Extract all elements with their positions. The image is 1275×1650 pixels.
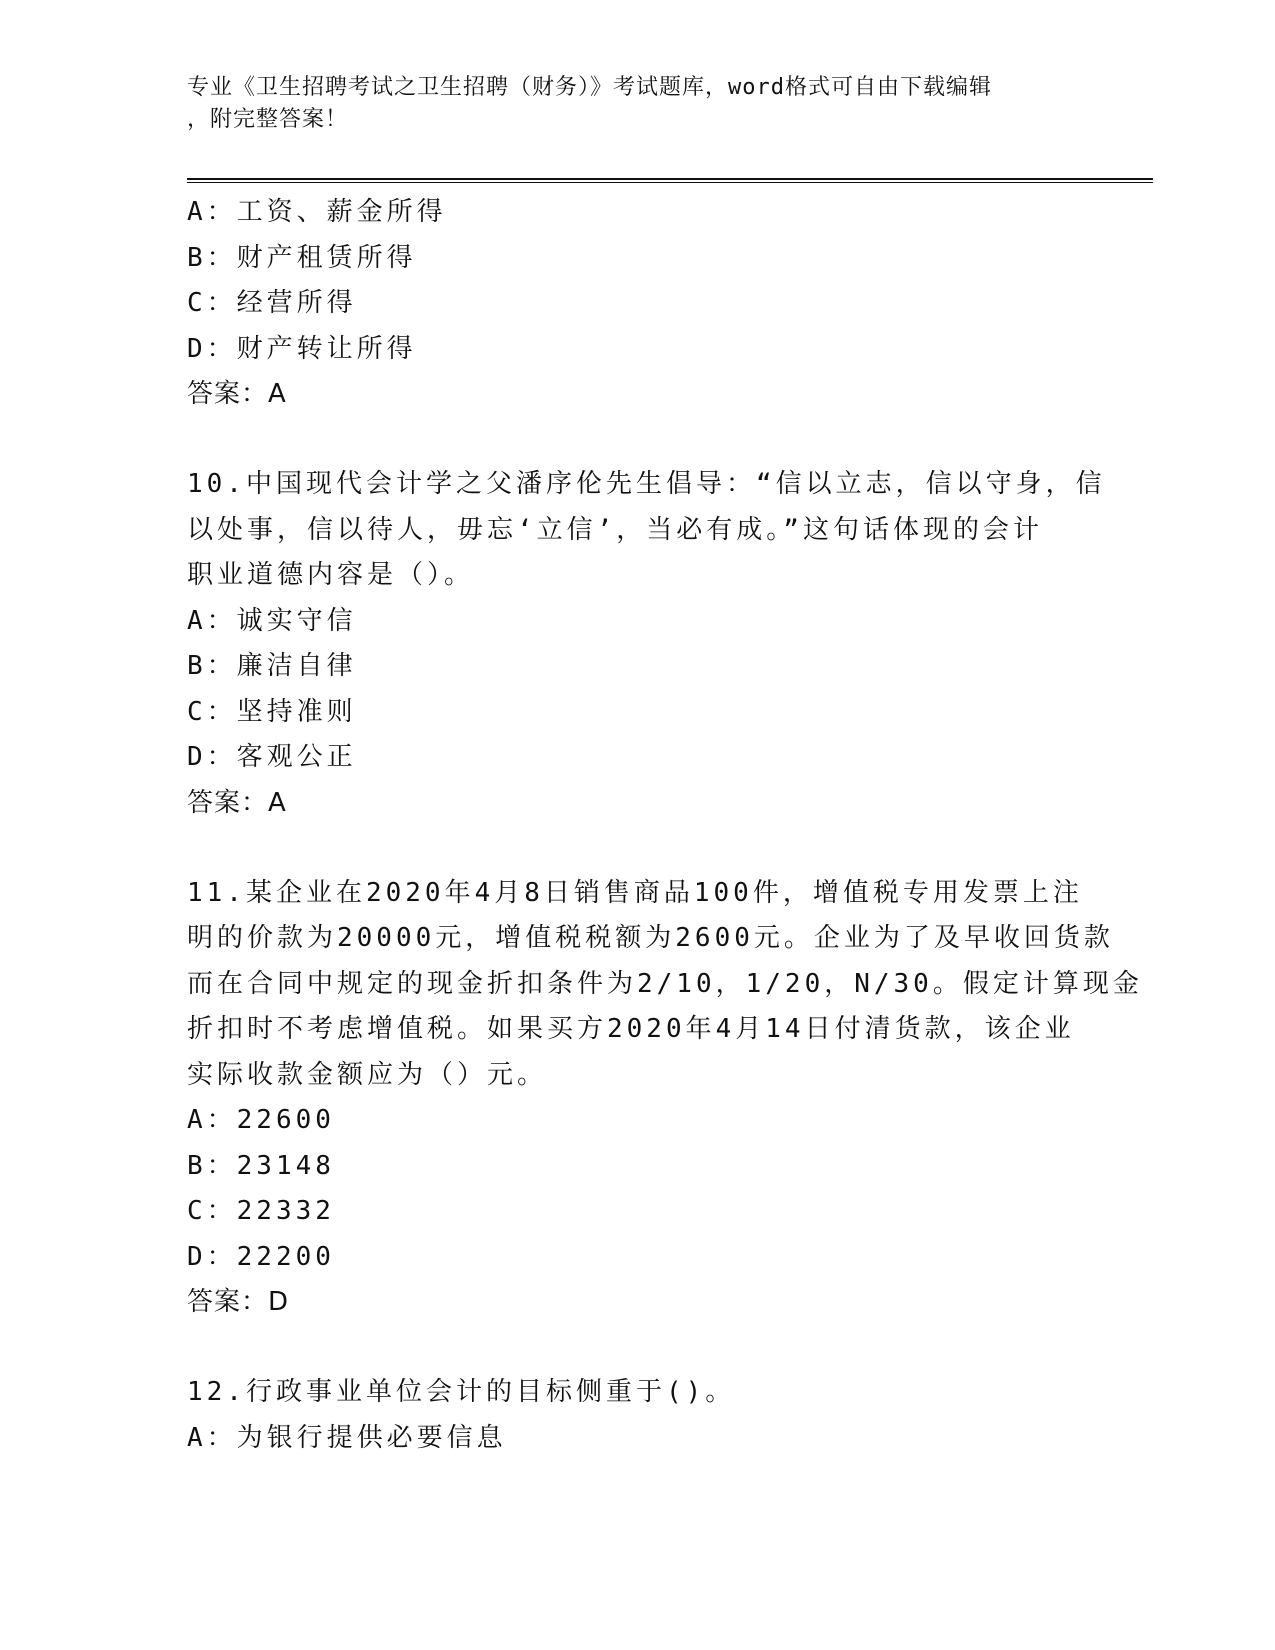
spacer — [187, 826, 1087, 871]
option-d: D：22200 — [187, 1241, 335, 1272]
option-a: A：为银行提供必要信息 — [187, 1422, 507, 1453]
answer: 答案：D — [187, 1287, 290, 1317]
option-a: A：22600 — [187, 1105, 335, 1135]
header-line-2: ，附完整答案！ — [187, 107, 349, 132]
option-c: C：22332 — [187, 1196, 335, 1226]
document-header — [187, 72, 1087, 136]
header-line-1: 专业《卫生招聘考试之卫生招聘（财务）》考试题库，word格式可自由下载编辑 — [187, 75, 992, 100]
question-list — [187, 190, 1143, 1461]
option-c: C：经营所得 — [187, 288, 357, 318]
question-12 — [187, 1370, 1087, 1461]
option-c: C：坚持准则 — [187, 696, 357, 727]
spacer — [187, 417, 1087, 462]
answer: 答案：A — [187, 787, 287, 818]
option-b: B：廉洁自律 — [187, 651, 357, 681]
question-text-line: 实际收款金额应为（）元。 — [187, 1059, 548, 1090]
question-11 — [187, 871, 1143, 1326]
option-b: B：23148 — [187, 1150, 335, 1181]
spacer — [187, 1325, 1087, 1370]
question-text-line: 10.中国现代会计学之父潘序伦先生倡导：“信以立志，信以守身，信 — [187, 469, 1106, 499]
option-b: B：财产租赁所得 — [187, 242, 417, 273]
question-text-line: 职业道德内容是（）。 — [187, 560, 475, 590]
option-d: D：客观公正 — [187, 742, 357, 772]
question-10 — [187, 462, 1106, 826]
question-text-line: 12.行政事业单位会计的目标侧重于()。 — [187, 1377, 736, 1407]
question-text-line: 而在合同中规定的现金折扣条件为2/10，1/20，N/30。假定计算现金 — [187, 968, 1143, 999]
question-text-line: 以处事，信以待人，毋忘‘立信’，当必有成。”这句话体现的会计 — [187, 514, 1043, 545]
option-d: D：财产转让所得 — [187, 333, 417, 364]
question-9 — [187, 190, 1087, 417]
question-text-line: 折扣时不考虑增值税。如果买方2020年4月14日付清货款，该企业 — [187, 1014, 1075, 1044]
answer: 答案：A — [187, 379, 287, 409]
option-a: A：诚实守信 — [187, 605, 357, 636]
question-text-line: 11.某企业在2020年4月8日销售商品100件，增值税专用发票上注 — [187, 877, 1083, 908]
header-divider — [187, 178, 1153, 183]
question-text-line: 明的价款为20000元，增值税税额为2600元。企业为了及早收回货款 — [187, 923, 1114, 953]
option-a: A：工资、薪金所得 — [187, 197, 447, 227]
